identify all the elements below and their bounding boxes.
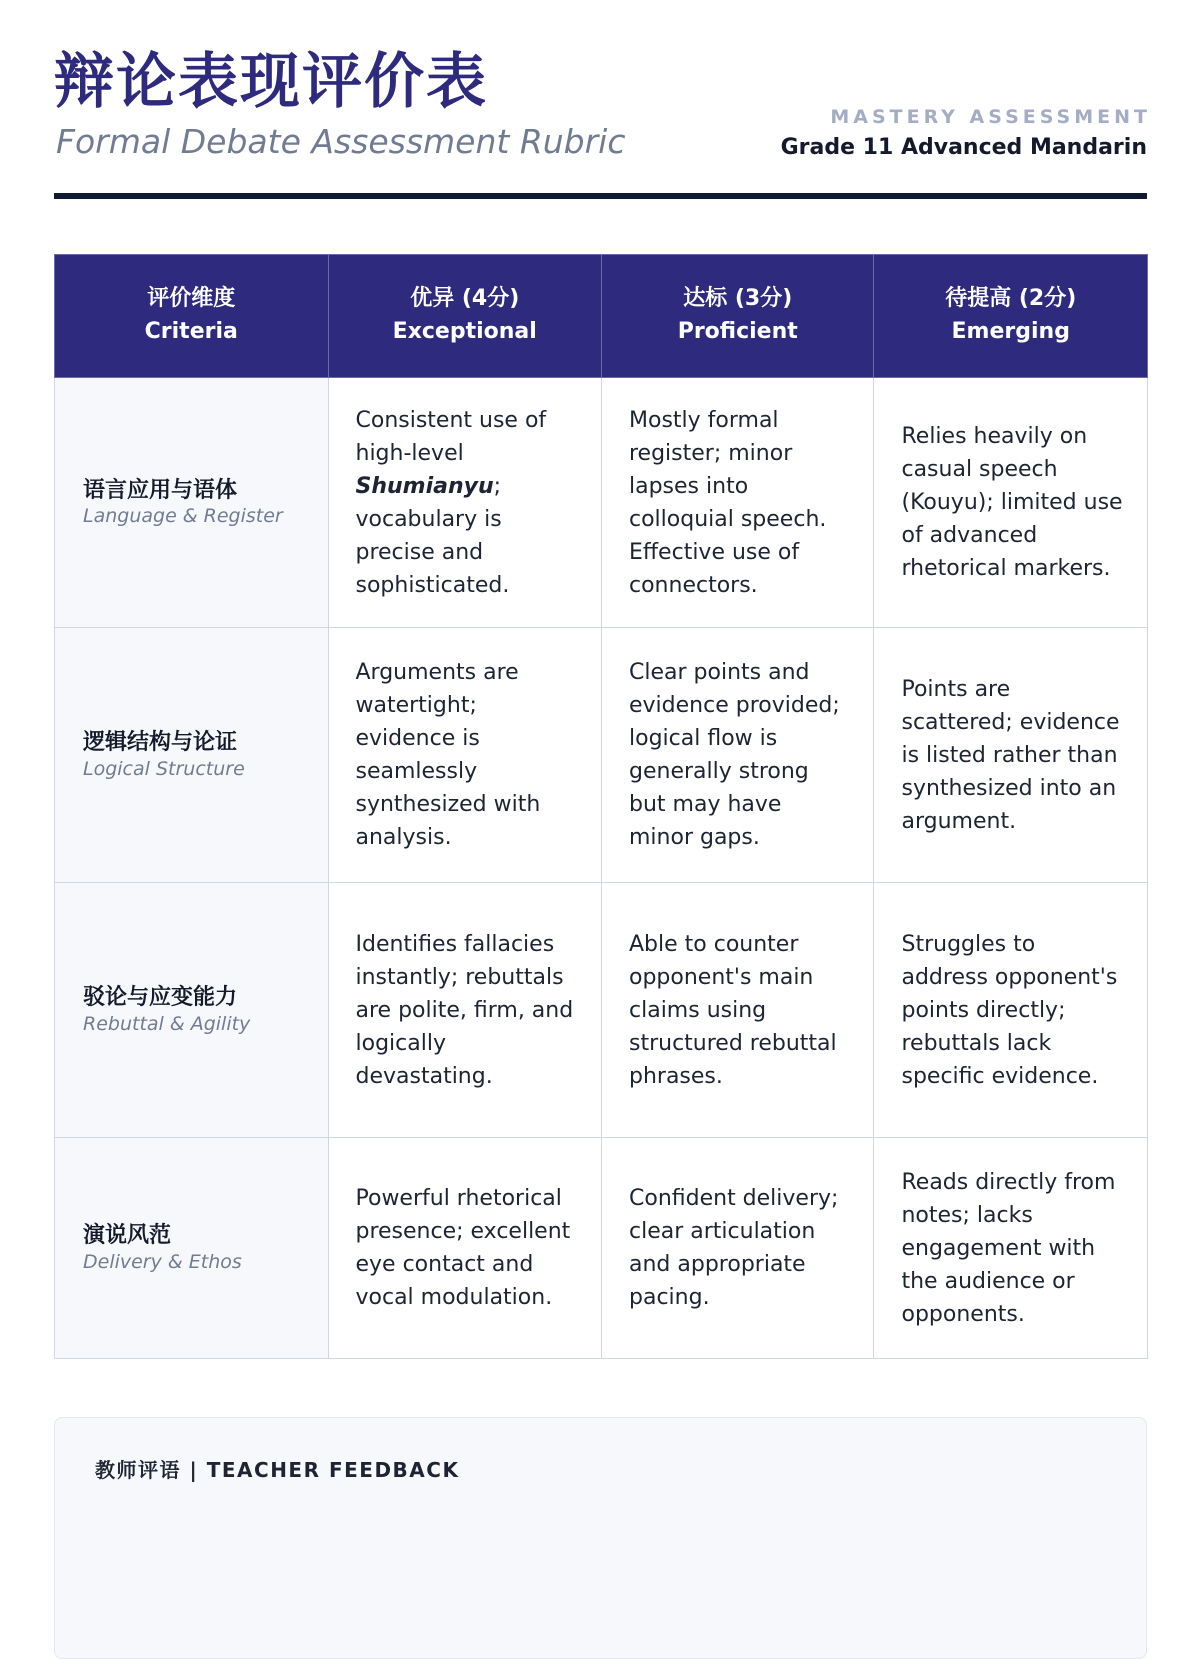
criterion-name-en: Rebuttal & Agility	[83, 1012, 251, 1035]
descriptor-exceptional: Consistent use of high-level Shumianyu; vocabulary is precise and sophisticated.	[328, 378, 602, 628]
descriptor-proficient: Mostly formal register; minor lapses into colloquial speech. Effective use of connectors.	[602, 378, 874, 628]
descriptor-proficient: Able to counter opponent's main claims using structured rebuttal phrases.	[602, 883, 874, 1138]
rubric-page	[54, 0, 1151, 1482]
header-divider	[54, 193, 1147, 199]
criterion-cell	[55, 1138, 329, 1359]
criterion-cell	[55, 883, 329, 1138]
table-row	[55, 883, 1148, 1138]
descriptor-exceptional: Powerful rhetorical presence; excellent eye contact and vocal modulation.	[328, 1138, 602, 1359]
criterion-name-zh: 驳论与应变能力	[83, 985, 238, 1011]
page-header	[54, 0, 1151, 200]
table-row	[55, 378, 1148, 628]
criterion-cell	[55, 378, 329, 628]
page-subtitle: Formal Debate Assessment Rubric	[56, 122, 626, 161]
rubric-table	[54, 254, 1148, 1359]
column-header-emerging: 待提高 (2分) Emerging	[874, 255, 1148, 378]
criterion-name-zh: 演说风范	[83, 1223, 172, 1249]
descriptor-emerging: Struggles to address opponent's points directly; rebuttals lack specific evidence.	[874, 883, 1148, 1138]
criterion-name-zh: 逻辑结构与论证	[83, 730, 238, 756]
table-row	[55, 1138, 1148, 1359]
criterion-name-en: Language & Register	[83, 505, 283, 528]
feedback-label: 教师评语 | TEACHER FEEDBACK	[95, 1458, 460, 1482]
table-header-row	[55, 255, 1148, 378]
teacher-feedback-box[interactable]	[54, 1417, 1147, 1659]
page-title: 辩论表现评价表	[54, 47, 488, 117]
criterion-name-zh: 语言应用与语体	[83, 477, 238, 503]
descriptor-proficient: Clear points and evidence provided; logical flow is generally strong but may have minor gaps.	[602, 628, 874, 883]
descriptor-emerging: Reads directly from notes; lacks engagement with the audience or opponents.	[874, 1138, 1148, 1359]
descriptor-exceptional: Arguments are watertight; evidence is seamlessly synthesized with analysis.	[328, 628, 602, 883]
descriptor-exceptional: Identifies fallacies instantly; rebuttals are polite, firm, and logically devastating.	[328, 883, 602, 1138]
course-name: Grade 11 Advanced Mandarin	[780, 135, 1147, 160]
assessment-meta	[780, 106, 1151, 160]
descriptor-emerging: Points are scattered; evidence is listed rather than synthesized into an argument.	[874, 628, 1148, 883]
column-header-exceptional: 优异 (4分) Exceptional	[328, 255, 602, 378]
criterion-name-en: Delivery & Ethos	[83, 1250, 242, 1273]
descriptor-emerging: Relies heavily on casual speech (Kouyu); limited use of advanced rhetorical markers.	[874, 378, 1148, 628]
table-row	[55, 628, 1148, 883]
criterion-cell	[55, 628, 329, 883]
descriptor-proficient: Confident delivery; clear articulation and appropriate pacing.	[602, 1138, 874, 1359]
criterion-name-en: Logical Structure	[83, 757, 245, 780]
assessment-type-label: MASTERY ASSESSMENT	[830, 106, 1151, 128]
column-header-criteria: 评价维度 Criteria	[55, 255, 329, 378]
column-header-proficient: 达标 (3分) Proficient	[602, 255, 874, 378]
key-term: Shumianyu	[355, 473, 494, 499]
